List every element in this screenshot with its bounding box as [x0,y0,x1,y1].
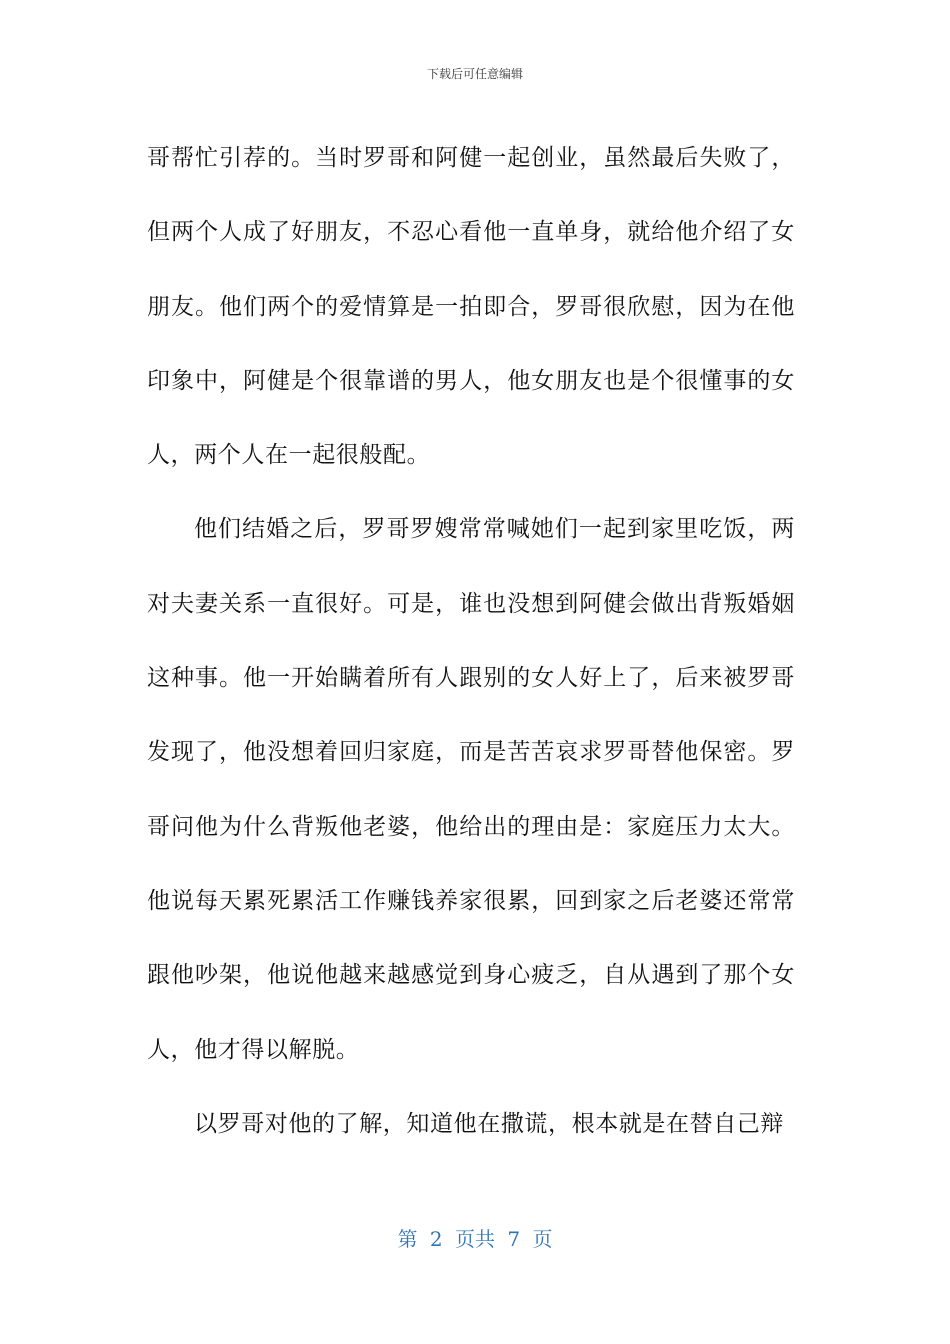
current-page-number: 2 [429,1227,443,1251]
page-number-footer [0,1226,950,1252]
footer-prefix: 第 [397,1227,418,1251]
paragraph-3: 以罗哥对他的了解，知道他在撒谎，根本就是在替自己辩 [194,1110,784,1137]
paragraph-2: 他们结婚之后，罗哥罗嫂常常喊她们一起到家里吃饭，两对夫妻关系一直很好。可是，谁也没想到阿健会做出背叛婚姻这种事。他一开始瞒着所有人跟别的女人好上了，后来被罗哥发现了，他没想着回归家庭，而是苦苦哀求罗哥替他保密。罗哥问他为什么背叛他老婆，他给出的理由是：家庭压力太大。他说每天累死累活工作赚钱养家很累，回到家之后老婆还常常跟他吵架，他说他越来越感觉到身心疲乏，自从遇到了那个女人，他才得以解脱。 [147,516,795,1063]
document-body [147,121,795,1161]
footer-middle: 页共 [455,1227,495,1251]
footer-suffix: 页 [532,1227,553,1251]
total-pages-number: 7 [507,1227,521,1251]
page-header: 下载后可任意编辑 [426,67,523,81]
paragraph-1: 哥帮忙引荐的。当时罗哥和阿健一起创业，虽然最后失败了，但两个人成了好朋友，不忍心看他一直单身，就给他介绍了女朋友。他们两个的爱情算是一拍即合，罗哥很欣慰，因为在他印象中，阿健是个很靠谱的男人，他女朋友也是个很懂事的女人，两个人在一起很般配。 [147,145,795,469]
